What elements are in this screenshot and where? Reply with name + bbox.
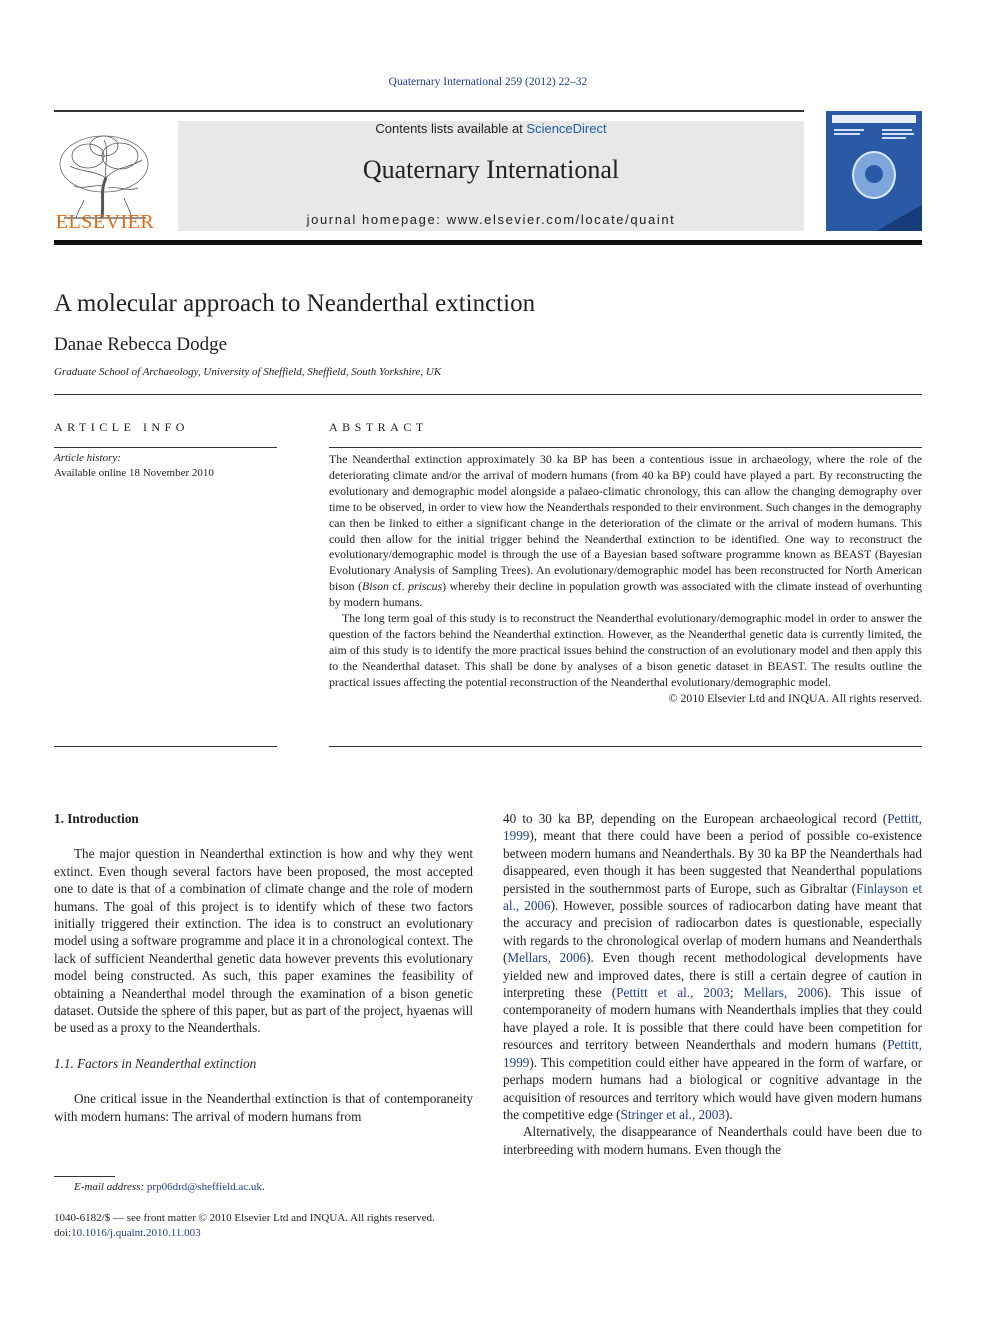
contents-line [178,121,804,136]
body-text: ). This competition could either have appeared in the form of warfare, or perhaps modern humans had a biological or cognitive advantage in the acquisition of resources and territory which would have given modern humans the competitive edge ( [503,1054,922,1122]
article-history-label: Article history: [54,452,121,464]
body-paragraph: One critical issue in the Neanderthal extinction is that of contemporaneity with modern humans: The arrival of modern humans from [54,1091,473,1124]
reference-link[interactable]: Pettitt, 1999 [503,1037,922,1070]
footnote [74,1181,265,1193]
cover-text-line [882,133,914,135]
reference-link[interactable]: Pettitt et al., 2003 [616,985,730,1001]
section-heading: 1. Introduction [54,811,139,826]
journal-homepage[interactable]: journal homepage: www.elsevier.com/locate/quaint [306,212,676,227]
abstract-copyright: © 2010 Elsevier Ltd and INQUA. All rights reserved. [668,690,922,705]
article-info-heading: ARTICLE INFO [54,420,189,434]
journal-cover-thumbnail[interactable] [826,111,922,231]
abstract-bottom-rule [329,746,922,747]
sciencedirect-link[interactable]: ScienceDirect [526,121,607,136]
abstract-paragraph: The long term goal of this study is to reconstruct the Neanderthal evolutionary/demographic model in order to answer the question of the factors behind the Neanderthal extinction. However, as the Neanderthal genetic data is currently limited, the aim of this study is to identify the more practical issues behind the construction of an evolutionary model and then apply this to the Neanderthal dataset. This shall be done by analyses of a bison genetic dataset in BEAST. The results outline the practical issues affecting the potential reconstruction of the Neanderthal evolutionary/demographic model. [329,611,922,689]
abstract-body [329,452,922,707]
body-text: ). However, possible sources of radiocarbon dating have meant that the accuracy and precision of radiocarbon dates is questionable, especially with regards to the chronological overlap of modern humans and Neanderthals ( [503,898,922,966]
reference-link[interactable]: Stringer et al., 2003 [620,1106,725,1122]
journal-citation[interactable]: Quaternary International 259 (2012) 22–32 [388,76,588,88]
abstract-italic: Bison [362,579,389,594]
reference-link[interactable]: Finlayson et al., 2006 [503,880,922,914]
cover-text-line [834,129,864,131]
body-text: ). [724,1106,733,1122]
body-text: ). This issue of contemporaneity of modern humans with Neanderthals implies that they could have played a role. It is possible that there could have been competition for resources and territory between Neanderthals and modern humans ( [503,985,922,1053]
abstract-rule [329,447,922,448]
article-history-value: Available online 18 November 2010 [54,467,214,479]
masthead-rule [54,240,922,245]
elsevier-wordmark[interactable]: ELSEVIER [55,211,155,233]
abstract-text: The Neanderthal extinction approximately 30 ka BP has been a contentious issue in archaeology, where the role of the deteriorating climate and/or the arrival of modern humans (from 40 ka BP) could have played a part. By reconstructing the evolutionary and demographic model alongside a palaeo-climatic chronology, this can allow the changing demography over time to be observed, in order to view how the Neanderthals responded to their environment. Such changes in the demography can then be linked to either a significant change in the deterioration of the climate or the arrival of modern humans. This could then allow for the initial trigger behind the Neanderthal extinction to be identified. One way to reconstruct the evolutionary/demographic model is through the use of a Bayesian based software programme known as BEAST (Bayesian Evolutionary Analysis of Sampling Trees). An evolutionary/demographic model has been reconstructed for North American bison ( [329,452,922,594]
abstract-paragraph [329,452,922,611]
footnote-end: . [261,1181,265,1193]
body-text: ). Even though recent methodological developments have yielded new and improved dates, there is still a certain degree of caution in interpreting these ( [503,950,922,1001]
subsection-heading: 1.1. Factors in Neanderthal extinction [54,1055,257,1071]
doi-link[interactable]: 10.1016/j.quaint.2010.11.003 [71,1227,201,1239]
abstract-italic: priscus [408,579,443,594]
article-info-rule [54,447,277,448]
cover-title-band [832,115,916,123]
body-text: 40 to 30 ka BP, depending on the European archaeological record ( [503,811,888,826]
cover-text-line [834,133,860,135]
cover-text-line [882,137,906,139]
email-link[interactable]: prp06drd@sheffield.ac.uk [146,1181,262,1193]
author-name[interactable]: Danae Rebecca Dodge [54,334,228,355]
doi-prefix: doi: [54,1227,72,1239]
body-paragraph: The major question in Neanderthal extinction is how and why they went extinct. Even though several factors have been proposed, the most accepted one to date is that of a combination of climate change and the role of modern humans. The goal of this project is to identify which of these two factors initially triggered their extinction. The idea is to construct an evolutionary model using a software programme and place it in a chronological context. The lack of sufficient Neanderthal genetic data however prevents this evolutionary model being constructed. As such, this paper examines the feasibility of obtaining a Neanderthal model through the examination of a bison genetic dataset. Outside the sphere of this paper, but as part of the project, hyaenas will be used as a proxy to the Neanderthals. [54,846,473,1036]
cover-text-line [882,129,912,131]
reference-link[interactable]: Pettitt, 1999 [503,811,922,844]
author-affiliation: Graduate School of Archaeology, University of Sheffield, Sheffield, South Yorkshire, UK [54,366,442,378]
article-title: A molecular approach to Neanderthal extinction [54,290,536,317]
abstract-text: ) whereby their decline in population growth was associated with the climate instead of overhunting by modern humans. [329,579,922,610]
abstract-heading: ABSTRACT [329,420,428,434]
body-paragraph: Alternatively, the disappearance of Neanderthals could have been due to interbreeding with modern humans. Even though the [503,1124,922,1157]
header-rule [54,110,804,112]
footnote-label: E-mail address: [74,1181,147,1193]
body-column-right [503,810,922,1158]
doi-line [54,1227,201,1239]
front-matter-line: 1040-6182/$ — see front matter © 2010 Elsevier Ltd and INQUA. All rights reserved. [54,1212,435,1224]
body-text: ), meant that there could have been a period of possible co-existence between modern humans and Neanderthals. By 30 ka BP the Neanderthals had disappeared, even though it has been suggested that Neanderthal populations persisted in the southernmost parts of Europe, such as Gibraltar ( [503,828,922,896]
title-rule [54,394,922,395]
abstract-text: cf. [388,579,409,594]
body-column-left [54,810,473,1125]
body-paragraph [503,810,922,1123]
journal-title: Quaternary International [362,155,620,184]
reference-link[interactable]: Mellars, 2006 [507,950,587,966]
footnote-rule [54,1176,115,1177]
body-text: ; [729,985,744,1001]
contents-prefix: Contents lists available at [375,121,527,136]
article-info-bottom-rule [54,746,277,747]
reference-link[interactable]: Mellars, 2006 [743,985,824,1001]
cover-emblem-icon [852,151,896,199]
